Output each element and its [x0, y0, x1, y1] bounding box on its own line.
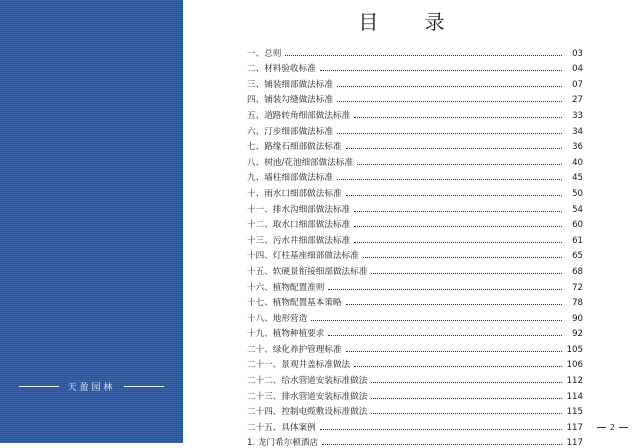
toc-entry[interactable] — [247, 152, 583, 168]
toc-leader-dots — [346, 351, 562, 352]
toc-entry-label: 十六、植物配置准则 — [247, 282, 325, 293]
toc-entry-label: 二、材料验收标准 — [247, 64, 316, 75]
toc-entry-label: 二十一、景观井盖标准做法 — [247, 360, 351, 371]
toc-entry[interactable] — [247, 105, 583, 121]
toc-leader-dots — [354, 366, 562, 367]
toc-leader-dots — [354, 211, 562, 212]
toc-entry[interactable] — [247, 199, 583, 215]
toc-entry[interactable] — [247, 90, 583, 106]
toc-entry-label: 六、汀步细部做法标准 — [247, 126, 333, 137]
toc-leader-dots — [354, 242, 562, 243]
toc-entry[interactable] — [247, 293, 583, 309]
toc-leader-dots — [337, 101, 562, 102]
table-of-contents — [247, 43, 583, 448]
toc-entry-page: 61 — [572, 235, 583, 246]
toc-leader-dots — [346, 195, 562, 196]
toc-entry-label: 十九、植物种植要求 — [247, 329, 325, 340]
toc-entry-label: 十八、地形营造 — [247, 313, 308, 324]
toc-entry[interactable] — [247, 324, 583, 340]
toc-leader-dots — [363, 257, 562, 258]
page-footer — [597, 423, 628, 432]
toc-leader-dots — [346, 304, 562, 305]
toc-leader-dots — [346, 148, 562, 149]
toc-entry-label: 七、路缘石细部做法标准 — [247, 142, 342, 153]
toc-entry[interactable] — [247, 121, 583, 137]
toc-leader-dots — [337, 86, 562, 87]
toc-entry-page: 03 — [572, 48, 583, 59]
toc-leader-dots — [328, 289, 562, 290]
toc-entry-label: 八、树池/花池细部做法标准 — [247, 157, 354, 168]
toc-leader-dots — [320, 429, 562, 430]
toc-leader-dots — [320, 70, 562, 71]
toc-entry-page: 106 — [566, 360, 583, 371]
brand-name: 天盈园林 — [67, 383, 116, 393]
toc-entry[interactable] — [247, 417, 583, 433]
toc-entry-label: 十二、取水口细部做法标准 — [247, 220, 351, 231]
toc-entry[interactable] — [247, 308, 583, 324]
toc-entry[interactable] — [247, 183, 583, 199]
toc-entry-page: 34 — [572, 126, 583, 137]
toc-entry-label: 九、墙柱细部做法标准 — [247, 173, 333, 184]
toc-entry-page: 92 — [572, 329, 583, 340]
toc-entry[interactable] — [247, 168, 583, 184]
toc-entry-page: 112 — [566, 376, 583, 387]
toc-entry[interactable] — [247, 215, 583, 231]
toc-entry-page: 50 — [572, 188, 583, 199]
toc-entry-label: 一、总则 — [247, 48, 282, 59]
toc-entry[interactable] — [247, 370, 583, 386]
brand-line-right — [124, 386, 164, 387]
toc-entry-page: 04 — [572, 64, 583, 75]
page-number: 2 — [609, 423, 615, 432]
toc-entry-page: 117 — [566, 438, 583, 448]
toc-entry-label: 1. 龙门希尔顿酒店 — [247, 438, 319, 448]
toc-entry-page: 105 — [566, 344, 583, 355]
toc-entry[interactable] — [247, 433, 583, 448]
toc-leader-dots — [337, 179, 562, 180]
toc-leader-dots — [322, 444, 562, 445]
toc-leader-dots — [285, 55, 562, 56]
toc-entry[interactable] — [247, 59, 583, 75]
toc-entry[interactable] — [247, 246, 583, 262]
toc-leader-dots — [357, 164, 562, 165]
toc-entry[interactable] — [247, 386, 583, 402]
toc-entry[interactable] — [247, 261, 583, 277]
toc-entry-label: 十五、软硬景衔接细部做法标准 — [247, 266, 368, 277]
toc-entry-label: 二十、绿化养护管理标准 — [247, 344, 342, 355]
toc-entry-label: 二十二、给水管道安装标准做法 — [247, 376, 368, 387]
toc-leader-dots — [311, 320, 562, 321]
toc-entry-page: 33 — [572, 110, 583, 121]
toc-entry-page: 117 — [566, 422, 583, 433]
toc-entry-label: 十三、污水井细部做法标准 — [247, 235, 351, 246]
toc-leader-dots — [371, 413, 562, 414]
toc-leader-dots — [371, 398, 562, 399]
toc-leader-dots — [371, 273, 562, 274]
toc-entry-page: 60 — [572, 220, 583, 231]
toc-entry[interactable] — [247, 230, 583, 246]
toc-entry-page: 90 — [572, 313, 583, 324]
toc-entry-page: 27 — [572, 95, 583, 106]
toc-entry-label: 十一、排水沟细部做法标准 — [247, 204, 351, 215]
toc-entry-page: 36 — [572, 142, 583, 153]
toc-entry[interactable] — [247, 402, 583, 418]
toc-entry[interactable] — [247, 277, 583, 293]
toc-entry-page: 115 — [566, 407, 583, 418]
toc-entry-label: 二十三、排水管道安装标准做法 — [247, 391, 368, 402]
toc-entry-page: 72 — [572, 282, 583, 293]
toc-leader-dots — [337, 133, 562, 134]
brand — [0, 380, 183, 393]
toc-entry-label: 三、铺装细部做法标准 — [247, 79, 333, 90]
toc-entry-label: 二十五、具体案例 — [247, 422, 316, 433]
toc-leader-dots — [354, 226, 562, 227]
toc-entry[interactable] — [247, 137, 583, 153]
toc-entry-label: 十、雨水口细部做法标准 — [247, 188, 342, 199]
toc-entry-page: 45 — [572, 173, 583, 184]
toc-leader-dots — [354, 117, 562, 118]
toc-entry-page: 65 — [572, 251, 583, 262]
page-title: 目 录 — [358, 10, 465, 34]
toc-leader-dots — [328, 335, 562, 336]
toc-entry-label: 五、道路转角细部做法标准 — [247, 110, 351, 121]
toc-entry[interactable] — [247, 74, 583, 90]
brand-line-left — [19, 386, 59, 387]
toc-leader-dots — [371, 382, 562, 383]
toc-entry-page: 07 — [572, 79, 583, 90]
toc-entry-page: 114 — [566, 391, 583, 402]
toc-entry[interactable] — [247, 339, 583, 355]
footer-line-left — [597, 427, 606, 428]
toc-entry[interactable] — [247, 43, 583, 59]
toc-entry[interactable] — [247, 355, 583, 371]
toc-entry-page: 40 — [572, 157, 583, 168]
footer-line-right — [619, 427, 628, 428]
toc-entry-label: 二十四、控制电缆敷设标准做法 — [247, 407, 368, 418]
toc-entry-page: 54 — [572, 204, 583, 215]
toc-entry-label: 十四、灯柱基座细部做法标准 — [247, 251, 359, 262]
toc-entry-label: 十七、植物配置基本策略 — [247, 298, 342, 309]
cover-panel — [0, 0, 183, 443]
toc-entry-label: 四、铺装勾缝做法标准 — [247, 95, 333, 106]
toc-entry-page: 68 — [572, 266, 583, 277]
toc-entry-page: 78 — [572, 298, 583, 309]
